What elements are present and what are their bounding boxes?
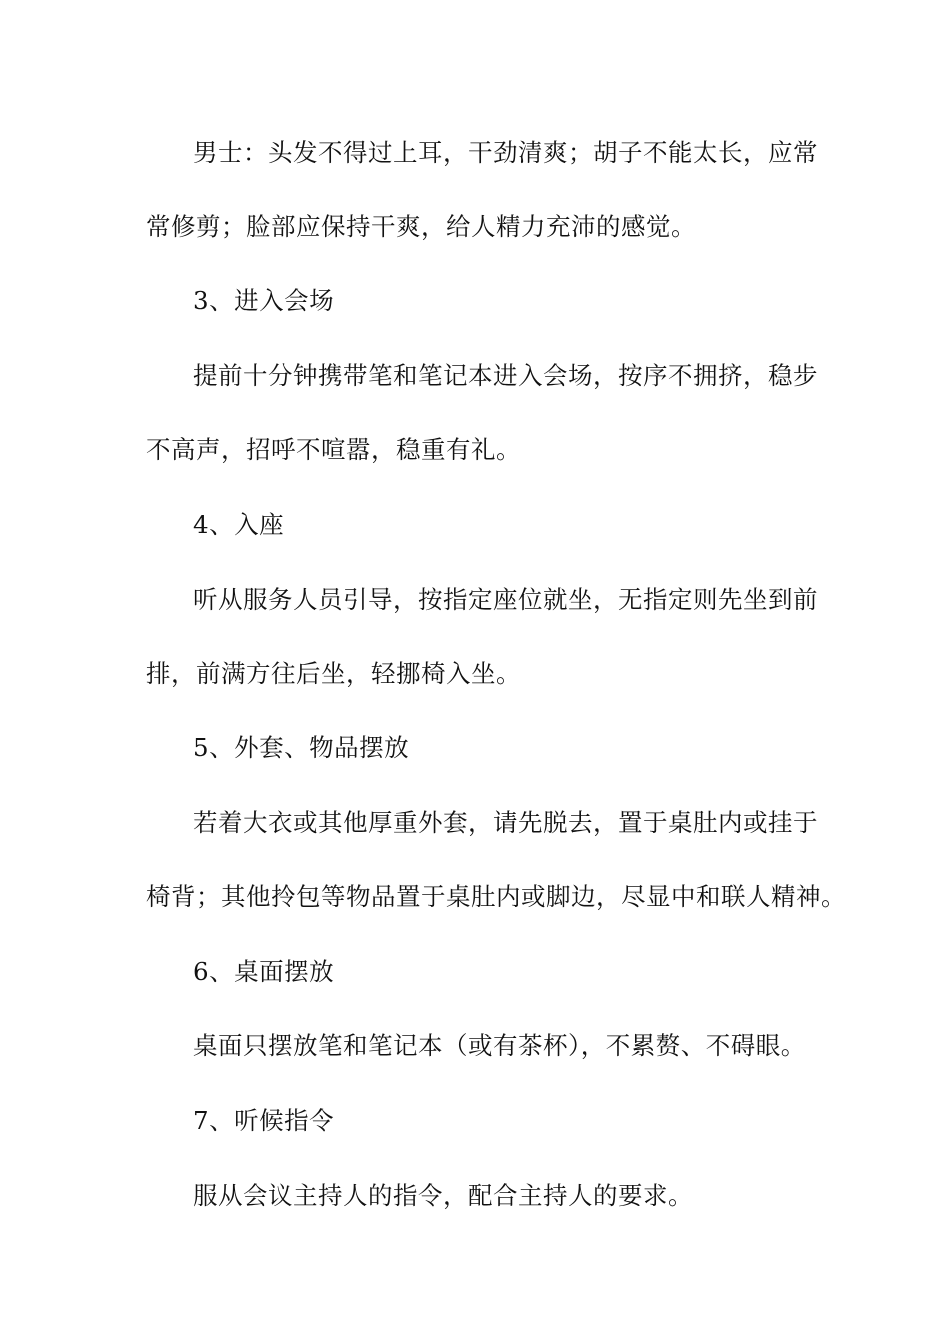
heading-take-seat: 4、入座 xyxy=(193,510,285,539)
paragraph-await-instructions: 服从会议主持人的指令，配合主持人的要求。 xyxy=(193,1181,693,1210)
paragraph-enter-venue-line-2: 不高声，招呼不喧嚣，稳重有礼。 xyxy=(146,435,521,464)
heading-coat-items: 5、外套、物品摆放 xyxy=(193,733,410,762)
heading-desk-items: 6、桌面摆放 xyxy=(193,957,335,986)
heading-await-instructions: 7、听候指令 xyxy=(193,1106,335,1135)
heading-enter-venue: 3、进入会场 xyxy=(193,286,335,315)
paragraph-desk-items: 桌面只摆放笔和笔记本（或有茶杯），不累赘、不碍眼。 xyxy=(193,1031,806,1060)
paragraph-coat-items-line-2: 椅背；其他拎包等物品置于桌肚内或脚边，尽显中和联人精神。 xyxy=(146,882,846,911)
paragraph-enter-venue-line-1: 提前十分钟携带笔和笔记本进入会场，按序不拥挤，稳步 xyxy=(193,361,818,390)
paragraph-take-seat-line-2: 排，前满方往后坐，轻挪椅入坐。 xyxy=(146,659,521,688)
paragraph-take-seat-line-1: 听从服务人员引导，按指定座位就坐，无指定则先坐到前 xyxy=(193,585,818,614)
paragraph-men-grooming-line-2: 常修剪；脸部应保持干爽，给人精力充沛的感觉。 xyxy=(146,212,696,241)
paragraph-coat-items-line-1: 若着大衣或其他厚重外套，请先脱去，置于桌肚内或挂于 xyxy=(193,808,818,837)
paragraph-men-grooming-line-1: 男士：头发不得过上耳，干劲清爽；胡子不能太长，应常 xyxy=(193,138,818,167)
